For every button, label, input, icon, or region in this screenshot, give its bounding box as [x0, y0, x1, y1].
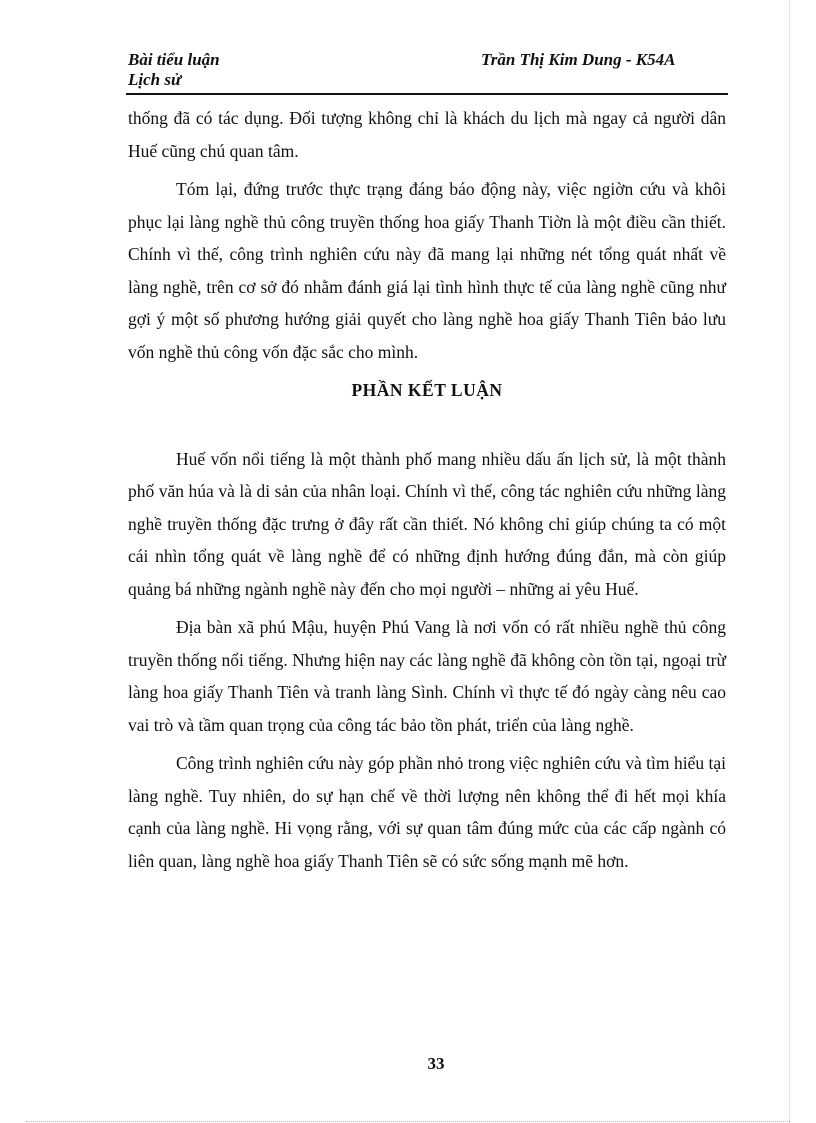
header-subject: Lịch sử [128, 70, 182, 89]
paragraph-conclusion-1: Huế vốn nổi tiếng là một thành phố mang nhiều dấu ấn lịch sử, là một thành phố văn húa và là di sản của nhân loại. Chính vì thế, công tác nghiên cứu những làng nghề truyền thống đặc trưng ở đây rất cần thiết. Nó không chỉ giúp chúng ta có một cái nhìn tổng quát về làng nghề để có những định hướng đúng đắn, mà còn giúp quảng bá những ngành nghề này đến cho mọi người – những ai yêu Huế. [128, 448, 726, 599]
page-header [128, 48, 728, 98]
page-body [128, 102, 726, 883]
paragraph-conclusion-3: Công trình nghiên cứu này góp phần nhỏ trong việc nghiên cứu và tìm hiểu tại làng nghề. Tuy nhiên, do sự hạn chế về thời lượng nên không thể đi hết mọi khía cạnh của làng nghề. Hi vọng rằng, với sự quan tâm đúng mức của các cấp ngành có liên quan, làng nghề hoa giấy Thanh Tiên sẽ có sức sống mạnh mẽ hơn. [128, 753, 726, 871]
header-document-type: Bài tiểu luận [128, 50, 220, 69]
header-divider [126, 93, 728, 95]
paragraph-summary: Tóm lại, đứng trước thực trạng đáng báo động này, việc ngiờn cứu và khôi phục lại làng nghề thủ công truyền thống hoa giấy Thanh Tiờn là một điều cần thiết. Chính vì thế, công trình nghiên cứu này đã mang lại những nét tổng quát nhất về làng nghề, trên cơ sở đó nhằm đánh giá lại tình hình thực tế của làng nghề cũng như gợi ý một số phương hướng giải quyết cho làng nghề hoa giấy Thanh Tiên bảo lưu vốn nghề thủ công vốn đặc sắc cho mình. [128, 179, 726, 362]
paragraph-conclusion-2: Địa bàn xã phú Mậu, huyện Phú Vang là nơi vốn có rất nhiều nghề thủ công truyền thống nổi tiếng. Nhưng hiện nay các làng nghề đã không còn tồn tại, ngoại trừ làng hoa giấy Thanh Tiên và tranh làng Sình. Chính vì thực tế đó ngày càng nêu cao vai trò và tầm quan trọng của công tác bảo tồn phát, triển của làng nghề. [128, 617, 726, 735]
section-heading: PHẦN KẾT LUẬN [351, 380, 503, 400]
paragraph-continued: thống đã có tác dụng. Đối tượng không chỉ là khách du lịch mà ngay cả người dân Huế cũng chú quan tâm. [128, 108, 726, 161]
page-number: 33 [427, 1054, 445, 1073]
header-author: Trần Thị Kim Dung - K54A [481, 50, 676, 69]
page-bottom-border [26, 1121, 790, 1122]
page-right-border [789, 0, 790, 1123]
